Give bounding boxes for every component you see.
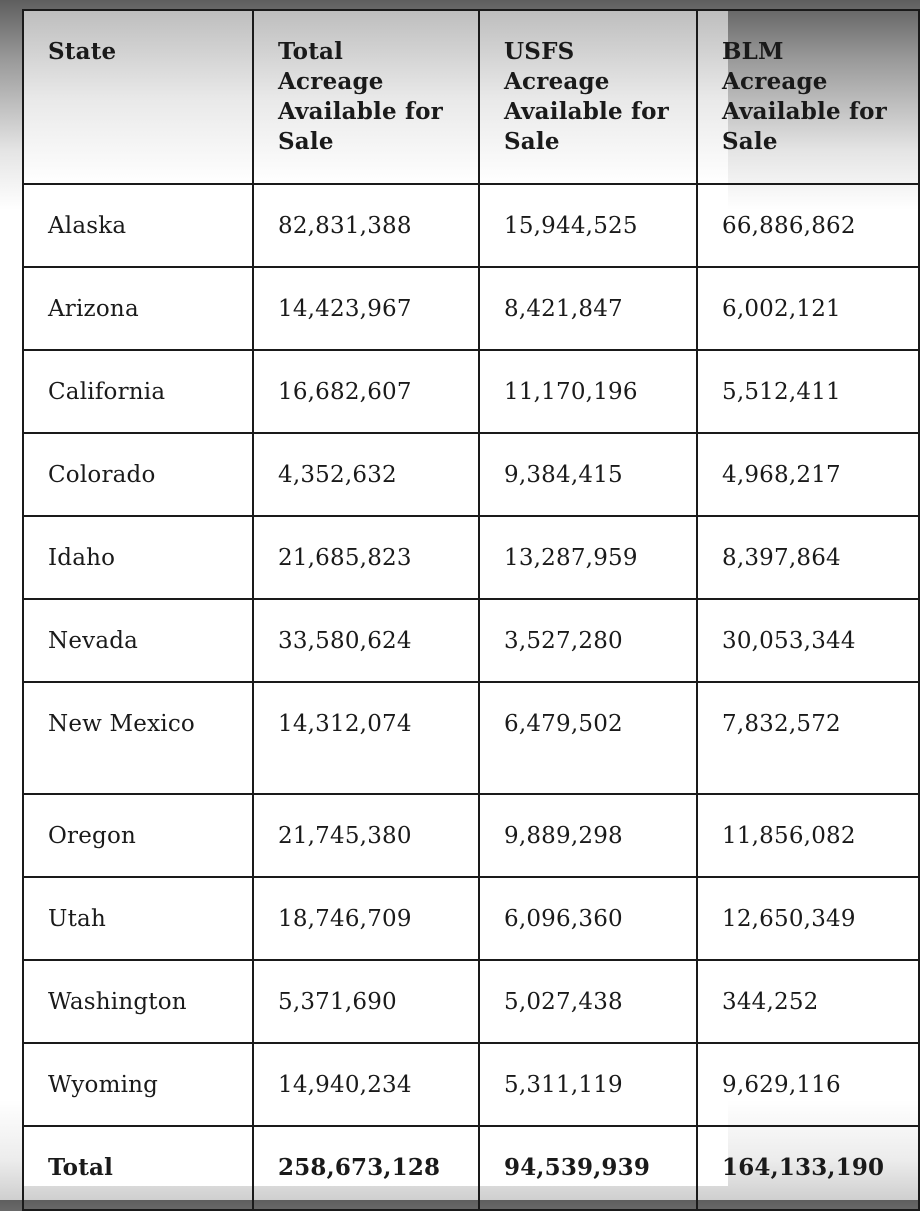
cell-usfs: 11,170,196: [479, 350, 697, 433]
cell-total: 21,745,380: [253, 794, 479, 877]
header-usfs-acreage: USFS Acreage Available for Sale: [479, 10, 697, 184]
cell-state: Idaho: [23, 516, 253, 599]
cell-state: Washington: [23, 960, 253, 1043]
total-acreage-sum: 258,673,128: [253, 1126, 479, 1210]
cell-state: Colorado: [23, 433, 253, 516]
table-row: [23, 184, 919, 267]
header-total-acreage: Total Acreage Available for Sale: [253, 10, 479, 184]
cell-blm: 66,886,862: [697, 184, 919, 267]
header-state: State: [23, 10, 253, 184]
cell-usfs: 13,287,959: [479, 516, 697, 599]
cell-state: Nevada: [23, 599, 253, 682]
cell-state: Arizona: [23, 267, 253, 350]
cell-blm: 11,856,082: [697, 794, 919, 877]
cell-total: 14,940,234: [253, 1043, 479, 1126]
cell-state: Oregon: [23, 794, 253, 877]
cell-blm: 9,629,116: [697, 1043, 919, 1126]
cell-blm: 30,053,344: [697, 599, 919, 682]
cell-blm: 5,512,411: [697, 350, 919, 433]
cell-state: Utah: [23, 877, 253, 960]
cell-total: 14,312,074: [253, 682, 479, 794]
cell-state: Alaska: [23, 184, 253, 267]
cell-usfs: 15,944,525: [479, 184, 697, 267]
cell-usfs: 3,527,280: [479, 599, 697, 682]
cell-total: 33,580,624: [253, 599, 479, 682]
cell-blm: 6,002,121: [697, 267, 919, 350]
cell-state: Wyoming: [23, 1043, 253, 1126]
cell-usfs: 6,479,502: [479, 682, 697, 794]
cell-state: California: [23, 350, 253, 433]
table-row: [23, 350, 919, 433]
cell-blm: 4,968,217: [697, 433, 919, 516]
cell-usfs: 5,311,119: [479, 1043, 697, 1126]
cell-total: 14,423,967: [253, 267, 479, 350]
cell-usfs: 9,384,415: [479, 433, 697, 516]
acreage-table: [22, 9, 920, 1211]
table-row: [23, 267, 919, 350]
cell-usfs: 9,889,298: [479, 794, 697, 877]
total-blm-sum: 164,133,190: [697, 1126, 919, 1210]
table-row: [23, 682, 919, 794]
total-label: Total: [23, 1126, 253, 1210]
cell-total: 18,746,709: [253, 877, 479, 960]
header-blm-acreage: BLM Acreage Available for Sale: [697, 10, 919, 184]
cell-blm: 344,252: [697, 960, 919, 1043]
cell-total: 16,682,607: [253, 350, 479, 433]
cell-total: 4,352,632: [253, 433, 479, 516]
cell-blm: 12,650,349: [697, 877, 919, 960]
cell-usfs: 6,096,360: [479, 877, 697, 960]
cell-total: 5,371,690: [253, 960, 479, 1043]
table-row: [23, 433, 919, 516]
cell-usfs: 5,027,438: [479, 960, 697, 1043]
table-row: [23, 516, 919, 599]
cell-usfs: 8,421,847: [479, 267, 697, 350]
total-usfs-sum: 94,539,939: [479, 1126, 697, 1210]
cell-state: New Mexico: [23, 682, 253, 794]
cell-blm: 8,397,864: [697, 516, 919, 599]
table-header-row: [23, 10, 919, 184]
table-row: [23, 794, 919, 877]
cell-total: 82,831,388: [253, 184, 479, 267]
table-row: [23, 877, 919, 960]
document-page: [22, 9, 887, 1186]
table-row: [23, 1043, 919, 1126]
table-total-row: [23, 1126, 919, 1210]
cell-total: 21,685,823: [253, 516, 479, 599]
cell-blm: 7,832,572: [697, 682, 919, 794]
table-row: [23, 960, 919, 1043]
table-row: [23, 599, 919, 682]
